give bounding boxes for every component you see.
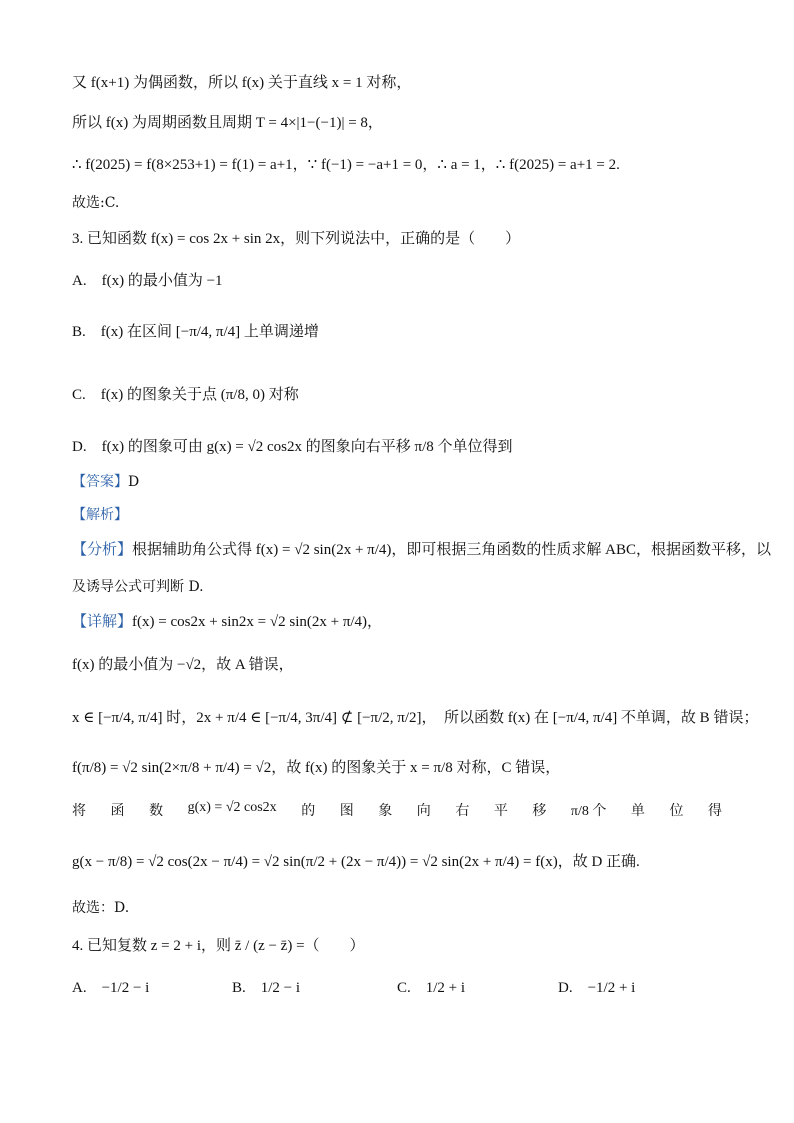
text-line: g(x − π/8) = √2 cos(2x − π/4) = √2 sin(π/2 + (2x − π/4)) = √2 sin(2x + π/4) = f(x)，故 D 正确. — [72, 854, 640, 870]
fenxi-text: 根据辅助角公式得 f(x) = √2 sin(2x + π/4)，即可根据三角函数的性质求解 ABC，根据函数平移，以 — [132, 542, 771, 558]
word: 平 — [493, 804, 508, 819]
question-4: 4. 已知复数 z = 2 + i，则 z̄ / (z − z̄) =（ ） — [72, 938, 365, 954]
text-line: 所以 f(x) 为周期函数且周期 T = 4×|1−(−1)| = 8， — [72, 115, 383, 131]
text-line: f(π/8) = √2 sin(2×π/8 + π/4) = √2，故 f(x) 的图象关于 x = π/8 对称，C 错误， — [72, 760, 561, 776]
text-line: 及诱导公式可判断 D. — [72, 579, 204, 595]
word: 位 — [669, 804, 684, 819]
spread-line — [72, 800, 722, 820]
xiangjie-tag: 【详解】 — [72, 614, 133, 630]
option-a: A. f(x) 的最小值为 −1 — [72, 273, 223, 289]
word: 函 — [110, 804, 125, 819]
answer-tag: 【答案】 — [72, 474, 128, 490]
xiangjie-row — [72, 612, 382, 632]
xiangjie-text: f(x) = cos2x + sin2x = √2 sin(2x + π/4)， — [132, 614, 383, 630]
text-line: f(x) 的最小值为 −√2，故 A 错误， — [72, 657, 294, 673]
text-line: 故选：D. — [72, 900, 130, 916]
word: 数 — [149, 804, 164, 819]
answer-row — [72, 472, 139, 492]
question-3: 3. 已知函数 f(x) = cos 2x + sin 2x，则下列说法中，正确的是（ ） — [72, 231, 521, 247]
option-d: D. f(x) 的图象可由 g(x) = √2 cos2x 的图象向右平移 π/8 个单位得到 — [72, 439, 513, 455]
word: 象 — [378, 804, 393, 819]
q4-option-c: C. 1/2 + i — [397, 980, 466, 996]
word: 将 — [72, 804, 86, 819]
word: g(x) = √2 cos2x — [187, 800, 277, 815]
word: 移 — [532, 804, 547, 819]
q4-option-d: D. −1/2 + i — [558, 980, 636, 996]
word: 向 — [416, 804, 431, 819]
fenxi-row — [72, 540, 771, 560]
analysis-tag: 【解析】 — [72, 507, 128, 523]
text-line: 故选:C. — [72, 195, 120, 211]
word: π/8 个 — [570, 804, 607, 819]
q4-option-b: B. 1/2 − i — [232, 980, 301, 996]
word: 图 — [339, 804, 354, 819]
word: 得 — [707, 804, 722, 819]
answer-value: D — [128, 474, 140, 490]
word: 右 — [455, 804, 470, 819]
text-line: x ∈ [−π/4, π/4] 时，2x + π/4 ∈ [−π/4, 3π/4] ⊄ [−π/2, π/2]， 所以函数 f(x) 在 [−π/4, π/4] 不单调，故 B 错误； — [72, 710, 759, 726]
word: 的 — [301, 804, 316, 819]
option-b: B. f(x) 在区间 [−π/4, π/4] 上单调递增 — [72, 324, 319, 340]
option-c: C. f(x) 的图象关于点 (π/8, 0) 对称 — [72, 387, 299, 403]
fenxi-tag: 【分析】 — [72, 542, 133, 558]
text-line: ∴ f(2025) = f(8×253+1) = f(1) = a+1，∵ f(−1) = −a+1 = 0，∴ a = 1，∴ f(2025) = a+1 = 2. — [72, 157, 620, 173]
text-line: 又 f(x+1) 为偶函数，所以 f(x) 关于直线 x = 1 对称， — [72, 75, 412, 91]
q4-option-a: A. −1/2 − i — [72, 980, 150, 996]
word: 单 — [630, 804, 645, 819]
